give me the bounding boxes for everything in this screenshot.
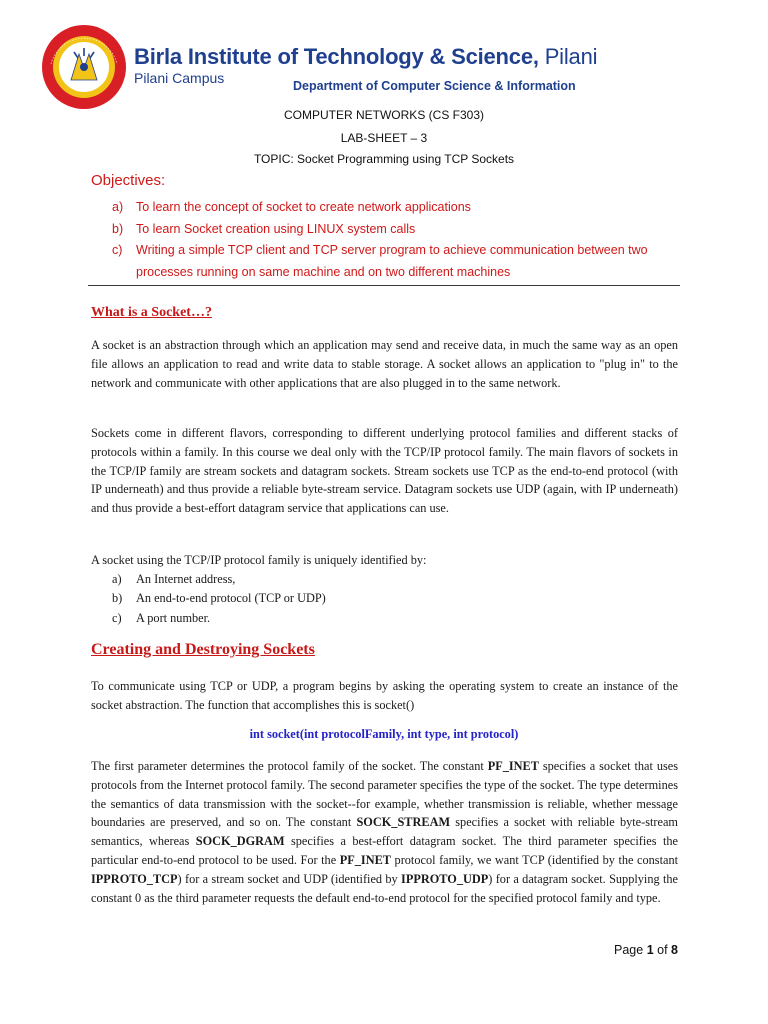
- department-name: Department of Computer Science & Information: [293, 79, 576, 93]
- paragraph-socket-flavors: Sockets come in different flavors, corresponding to different underlying protocol families and different stacks of protocols within a family. In this course we deal only with the TCP/IP protocol family. The main flavors of sockets in the TCP/IP family are stream sockets and datagram sockets. Stream sockets use TCP as the end-to-end protocol (with IP underneath) and thus provide a reliable byte-stream service. Datagram sockets use UDP (again, with IP underneath) and thus provide a best-effort datagram service that applications can use.: [91, 426, 678, 516]
- institute-city: Pilani: [544, 44, 598, 69]
- paragraph-socket-definition: A socket is an abstraction through which an application may send and receive data, in much the same way as an open file allows an application to read and write data to stable storage. A socket allows an application to "plug in" to the network and communicate with other applications that are also plugged in to the same network.: [91, 338, 678, 390]
- lab-sheet-title: LAB-SHEET – 3: [340, 131, 428, 145]
- list-item-text: Writing a simple TCP client and TCP server program to achieve communication between two processes running on same machine and on two different machines: [136, 243, 648, 279]
- list-item-text: To learn the concept of socket to create network applications: [136, 200, 471, 214]
- list-item: [112, 219, 682, 241]
- list-marker: c): [112, 243, 123, 257]
- horizontal-divider: [88, 285, 680, 286]
- objectives-list: [112, 197, 682, 283]
- campus-name: Pilani Campus: [134, 70, 225, 86]
- institute-logo: [41, 24, 127, 110]
- page-of-label: of: [657, 943, 668, 957]
- list-marker: a): [112, 572, 122, 586]
- list-marker: c): [112, 610, 122, 625]
- list-item-text: An end-to-end protocol (TCP or UDP): [136, 591, 326, 606]
- list-item: [112, 589, 326, 608]
- list-item-text: A port number.: [136, 610, 211, 625]
- text-run: The first parameter determines the protocol family of the socket. The constant: [91, 759, 488, 773]
- course-title: COMPUTER NETWORKS (CS F303): [283, 108, 484, 122]
- text-run: ) for a datagram socket. Supplying the constant 0 as the third parameter requests the default end-to-end protocol for the specified protocol family and type.: [91, 871, 678, 905]
- constant-pf-inet: PF_INET: [339, 852, 391, 867]
- socket-identifier-list: [112, 570, 326, 628]
- constant-pf-inet: PF_INET: [487, 759, 539, 773]
- text-run: specifies a socket with reliable byte-stream semantics, whereas: [91, 815, 678, 849]
- constant-ipproto-udp: IPPROTO_UDP: [401, 871, 489, 886]
- paragraph-socket-creation: To communicate using TCP or UDP, a program begins by asking the operating system to create an instance of the socket abstraction. The function that accomplishes this is socket(): [91, 679, 678, 712]
- page-number: [614, 943, 678, 957]
- list-item: [112, 609, 326, 628]
- section-heading-what-is-socket: What is a Socket…?: [91, 305, 212, 320]
- topic-title: TOPIC: Socket Programming using TCP Sockets: [253, 152, 515, 166]
- constant-ipproto-tcp: IPPROTO_TCP: [91, 871, 178, 886]
- text-run: ) for a stream socket and UDP (identified by: [177, 871, 402, 886]
- institute-name: [134, 44, 597, 70]
- code-socket-signature: int socket(int protocolFamily, int type, int protocol): [249, 727, 519, 741]
- page-total: 8: [671, 943, 678, 957]
- text-run: specifies a socket that uses protocols from the Internet protocol family. The second parameter specifies the type of the socket. The type determines the semantics of data transmission with the socket--for example, whether transmission is reliable, whether message boundaries are preserved, and so on. The constant: [91, 759, 678, 830]
- constant-sock-stream: SOCK_STREAM: [356, 815, 451, 830]
- list-item: [112, 570, 326, 589]
- list-item: [112, 240, 682, 283]
- list-marker: b): [112, 591, 123, 606]
- list-item-text: An Internet address,: [136, 572, 236, 586]
- text-run: protocol family, we want TCP (identified by the constant: [390, 852, 679, 867]
- list-marker: a): [112, 200, 124, 214]
- objectives-heading: Objectives:: [91, 172, 166, 189]
- list-item: [112, 197, 682, 219]
- list-marker: b): [112, 221, 124, 236]
- text-run: specifies a best-effort datagram socket. The third parameter specifies the particular end-to-end protocol to be used. For the: [91, 834, 678, 867]
- constant-sock-dgram: SOCK_DGRAM: [195, 834, 285, 849]
- page-label: Page: [614, 943, 644, 957]
- paragraph-socket-parameters: [91, 757, 678, 907]
- section-heading-creating-sockets: Creating and Destroying Sockets: [91, 641, 315, 658]
- page-current: 1: [646, 943, 654, 957]
- paragraph-socket-identification: A socket using the TCP/IP protocol family is uniquely identified by:: [91, 553, 427, 567]
- institute-name-bold: Birla Institute of Technology & Science,: [134, 44, 539, 69]
- list-item-text: To learn Socket creation using LINUX system calls: [136, 221, 416, 236]
